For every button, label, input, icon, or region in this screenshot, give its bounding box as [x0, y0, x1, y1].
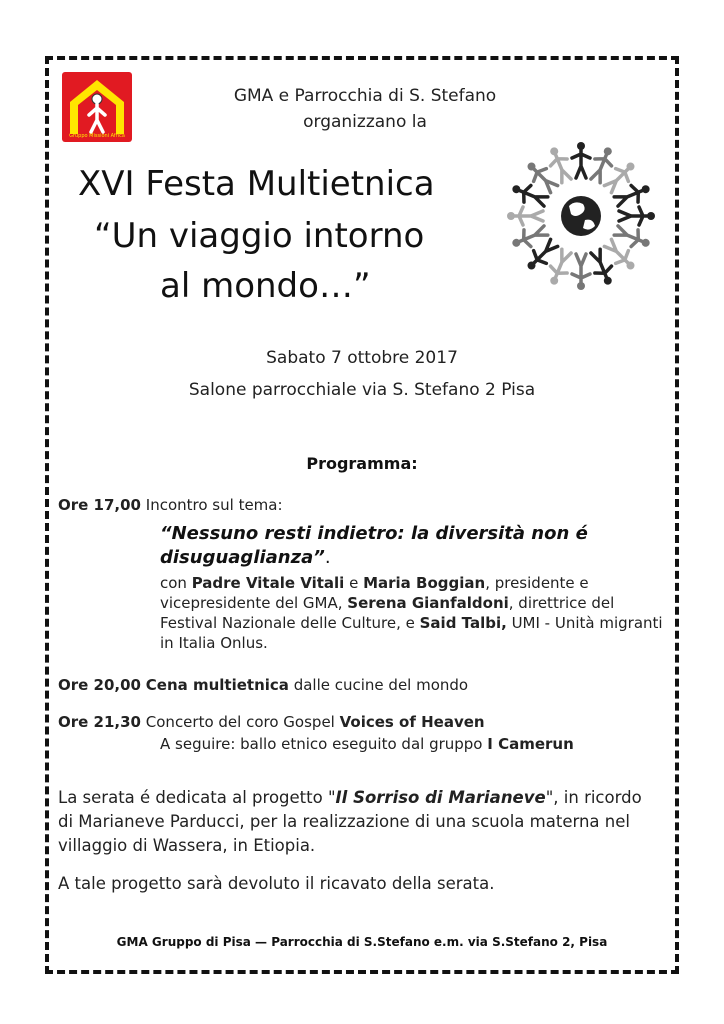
person-figure	[587, 144, 617, 184]
event-title: XVI Festa Multietnica	[78, 164, 435, 204]
program-item-2000	[58, 676, 468, 694]
speaker-name: Serena Gianfaldoni	[347, 594, 509, 612]
organizers-line: GMA e Parrocchia di S. Stefano	[233, 86, 497, 106]
item-desc: Concerto del coro Gospel	[145, 713, 340, 731]
project-name: Il Sorriso di Marianeve	[335, 788, 546, 807]
time-label: Ore 21,30	[58, 713, 141, 731]
theme-text: “Nessuno resti indietro: la diversità non é disuguaglianza”	[160, 523, 588, 568]
globe-people-ring-icon	[505, 140, 657, 292]
program-item-1700	[58, 496, 283, 514]
text-part: e	[344, 574, 364, 592]
text-part: , direttrice del Festival Nazionale delle Culture, e	[160, 594, 615, 632]
dedication-paragraph	[58, 786, 658, 858]
item-desc: A seguire: ballo etnico eseguito dal gruppo	[160, 735, 488, 753]
house-person-icon	[62, 72, 132, 142]
text-part: La serata é dedicata al progetto "	[58, 788, 336, 807]
person-figure	[572, 254, 590, 290]
person-figure	[572, 142, 590, 178]
programma-heading: Programma:	[306, 454, 418, 473]
program-item-2130-followup	[160, 735, 574, 753]
person-figure	[509, 222, 549, 252]
person-figure	[613, 222, 653, 252]
text-part: , presidente e vicepresidente del GMA,	[160, 574, 589, 612]
theme-end: .	[324, 547, 331, 568]
text-part: con	[160, 574, 192, 592]
text-part: UMI - Unità migranti in Italia Onlus.	[160, 614, 663, 652]
time-label: Ore 20,00	[58, 676, 141, 694]
person-figure	[509, 179, 549, 209]
logo-caption: Gruppo Missioni Africa	[69, 133, 125, 139]
person-figure	[619, 207, 655, 225]
speakers-paragraph	[160, 573, 665, 653]
event-subtitle-line1: “Un viaggio intorno	[94, 216, 425, 256]
closing-line: A tale progetto sarà devoluto il ricavato della serata.	[58, 874, 495, 893]
person-figure	[587, 248, 617, 288]
organize-line: organizzano la	[303, 112, 427, 132]
theme-title	[160, 522, 660, 570]
text-part: ", in ricordo di Marianeve Parducci, per la realizzazione di una scuola materna nel villaggio di Wassera, in Etiopia.	[58, 788, 642, 855]
speaker-name: Maria Boggian	[363, 574, 486, 592]
person-figure	[544, 144, 574, 184]
intro-text: Incontro sul tema:	[145, 496, 283, 514]
event-venue: Salone parrocchiale via S. Stefano 2 Pisa	[188, 380, 536, 400]
person-figure	[613, 179, 653, 209]
person-figure	[544, 248, 574, 288]
footer-text: GMA Gruppo di Pisa — Parrocchia di S.Stefano e.m. via S.Stefano 2, Pisa	[116, 935, 608, 949]
time-label: Ore 17,00	[58, 496, 141, 514]
event-date: Sabato 7 ottobre 2017	[266, 348, 458, 368]
event-subtitle-line2: al mondo…”	[160, 266, 371, 306]
item-title: Cena multietnica	[145, 676, 289, 694]
speaker-name: Said Talbi,	[419, 614, 507, 632]
group-name: I Camerun	[487, 735, 574, 753]
gma-logo	[62, 72, 132, 142]
speaker-name: Padre Vitale Vitali	[191, 574, 345, 592]
group-name: Voices of Heaven	[339, 713, 485, 731]
person-figure	[507, 207, 543, 225]
item-desc: dalle cucine del mondo	[288, 676, 469, 694]
program-item-2130	[58, 713, 485, 731]
